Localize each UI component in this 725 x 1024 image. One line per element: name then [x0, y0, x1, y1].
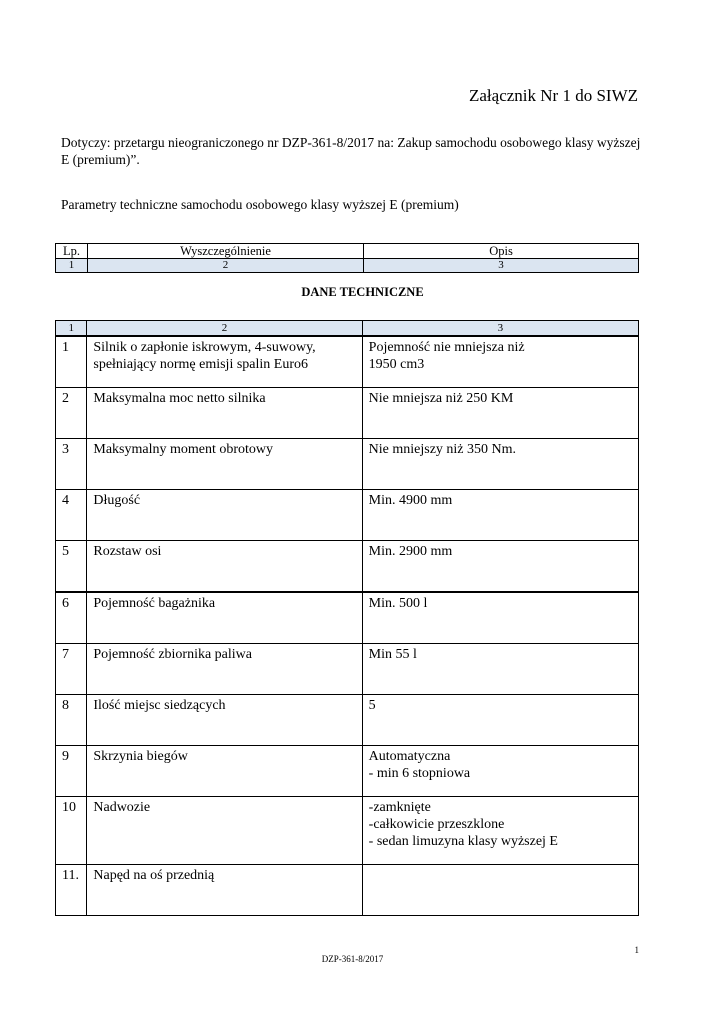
attachment-title: Załącznik Nr 1 do SIWZ [469, 86, 638, 105]
row-lp: 1 [56, 336, 87, 388]
column-header-desc: Opis [364, 244, 639, 259]
technical-spec-table [55, 320, 639, 916]
column-header-table [55, 243, 639, 273]
row-desc: Min. 4900 mm [362, 490, 638, 541]
spec-column-number-3: 3 [362, 321, 638, 337]
row-desc: Min. 2900 mm [362, 541, 638, 593]
table-row [56, 746, 639, 797]
row-desc: Min 55 l [362, 644, 638, 695]
table-row [56, 388, 639, 439]
page-number: 1 [634, 945, 639, 955]
row-item: Pojemność bagażnika [87, 592, 362, 644]
table-row [56, 490, 639, 541]
column-number-2: 2 [88, 259, 364, 273]
row-desc: -zamknięte -całkowicie przeszklone - sedan limuzyna klasy wyższej E [362, 797, 638, 865]
table-row [56, 592, 639, 644]
column-header-lp: Lp. [56, 244, 88, 259]
column-number-1: 1 [56, 259, 88, 273]
row-desc: Min. 500 l [362, 592, 638, 644]
row-lp: 7 [56, 644, 87, 695]
spec-column-number-2: 2 [87, 321, 362, 337]
row-item: Maksymalna moc netto silnika [87, 388, 362, 439]
spec-column-number-1: 1 [56, 321, 87, 337]
table-row [56, 336, 639, 388]
table-row [56, 439, 639, 490]
row-lp: 9 [56, 746, 87, 797]
row-lp: 6 [56, 592, 87, 644]
row-item: Pojemność zbiornika paliwa [87, 644, 362, 695]
spec-column-number-row [56, 321, 639, 337]
row-lp: 10 [56, 797, 87, 865]
table-row [56, 865, 639, 916]
row-item: Rozstaw osi [87, 541, 362, 593]
row-item: Napęd na oś przednią [87, 865, 362, 916]
row-item: Ilość miejsc siedzących [87, 695, 362, 746]
row-lp: 8 [56, 695, 87, 746]
column-header-row [56, 244, 639, 259]
row-desc: 5 [362, 695, 638, 746]
row-desc: Automatyczna - min 6 stopniowa [362, 746, 638, 797]
row-lp: 5 [56, 541, 87, 593]
row-lp: 2 [56, 388, 87, 439]
column-number-row [56, 259, 639, 273]
row-lp: 3 [56, 439, 87, 490]
row-item: Długość [87, 490, 362, 541]
section-title: DANE TECHNICZNE [301, 285, 424, 299]
table-row [56, 797, 639, 865]
table-row [56, 541, 639, 593]
column-header-item: Wyszczególnienie [88, 244, 364, 259]
row-item: Skrzynia biegów [87, 746, 362, 797]
parameters-heading: Parametry techniczne samochodu osobowego klasy wyższej E (premium) [61, 197, 459, 212]
row-desc: Nie mniejszy niż 350 Nm. [362, 439, 638, 490]
row-desc: Pojemność nie mniejsza niż 1950 cm3 [362, 336, 638, 388]
row-desc [362, 865, 638, 916]
row-item: Nadwozie [87, 797, 362, 865]
row-lp: 11. [56, 865, 87, 916]
footer-reference: DZP-361-8/2017 [321, 954, 384, 964]
row-desc: Nie mniejsza niż 250 KM [362, 388, 638, 439]
table-row [56, 695, 639, 746]
column-number-3: 3 [364, 259, 639, 273]
row-lp: 4 [56, 490, 87, 541]
row-item: Maksymalny moment obrotowy [87, 439, 362, 490]
subject-line: Dotyczy: przetargu nieograniczonego nr DZP-361-8/2017 na: Zakup samochodu osobowego klasy wyższej E (premium)”. [61, 135, 641, 167]
table-row [56, 644, 639, 695]
row-item: Silnik o zapłonie iskrowym, 4-suwowy, spełniający normę emisji spalin Euro6 [87, 336, 362, 388]
